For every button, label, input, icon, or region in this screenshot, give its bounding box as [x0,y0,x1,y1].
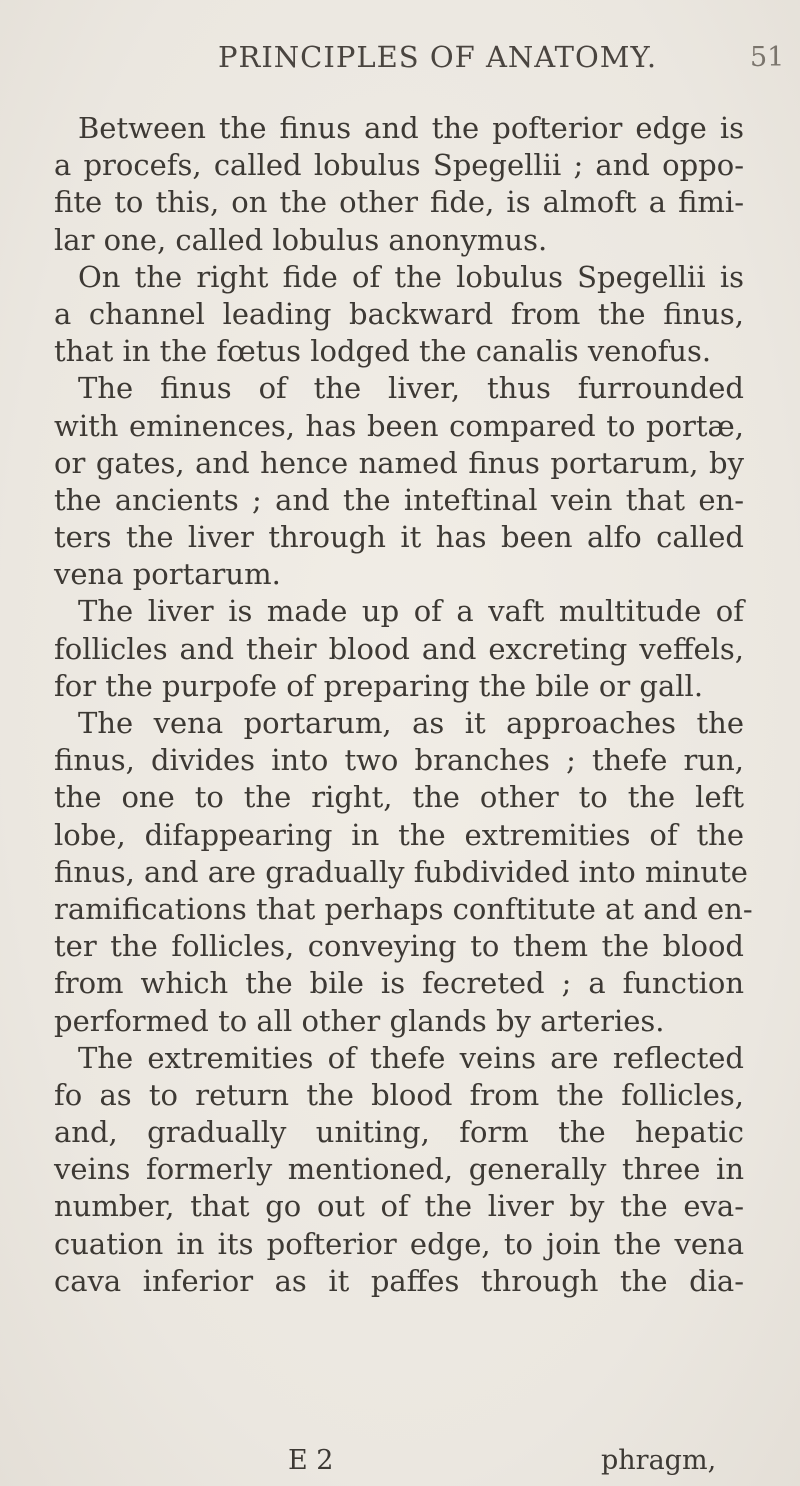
text-line: for the purpofe of preparing the bile or gall. [54,668,704,703]
signature-mark: E 2 [288,1445,334,1476]
text-line: Between the finus and the pofterior edge is [78,111,744,145]
text-line: ters the liver through it has been alfo called [54,520,744,555]
text-line: fo as to return the blood from the follicles, [54,1077,744,1112]
text-line: The finus of the liver, thus furrounded [78,371,744,406]
text-line: number, that go out of the liver by the eva- [54,1189,744,1224]
text-line: ramifications that perhaps conftitute at and en- [54,891,753,926]
text-line: cava inferior as it paffes through the dia- [54,1263,744,1298]
text-line: a channel leading backward from the finus, [54,296,744,331]
text-line: the one to the right, the other to the left [54,780,744,815]
catchword: phragm, [601,1445,717,1476]
text-line: or gates, and hence named finus portarum, by [54,445,744,480]
text-line: veins formerly mentioned, generally three in [54,1152,744,1187]
text-line: that in the fœtus lodged the canalis venofus. [54,334,712,369]
text-line: lar one, called lobulus anonymus. [54,222,548,257]
text-line: lobe, difappearing in the extremities of the [54,817,744,852]
page-number: 51 [750,42,785,73]
text-line: The extremities of thefe veins are reflected [78,1040,744,1075]
text-line: fite to this, on the other fide, is almoft a fimi- [54,185,744,220]
text-line: finus, divides into two branches ; thefe run, [54,743,744,778]
text-line: On the right fide of the lobulus Spegellii is [78,259,744,294]
text-line: ter the follicles, conveying to them the blood [54,929,744,964]
text-line: a procefs, called lobulus Spegellii ; and oppo- [54,148,744,183]
text-line: with eminences, has been compared to portæ, [54,408,744,443]
text-line: the ancients ; and the inteftinal vein that en- [54,482,744,517]
text-line: The vena portarum, as it approaches the [78,706,744,740]
page-footer [0,1445,800,1481]
running-title: PRINCIPLES OF ANATOMY. [218,40,658,74]
text-line: cuation in its pofterior edge, to join the vena [54,1226,744,1261]
text-line: finus, and are gradually fubdivided into minute [54,854,748,889]
text-line: The liver is made up of a vaft multitude of [78,594,744,629]
running-head [0,40,800,80]
text-line: performed to all other glands by arteries. [54,1003,665,1038]
text-line: and, gradually uniting, form the hepatic [54,1115,744,1150]
text-line: from which the bile is fecreted ; a function [54,966,744,1001]
text-line: vena portarum. [54,557,281,592]
text-line: follicles and their blood and excreting veffels, [54,631,744,666]
body-text [54,110,753,1300]
